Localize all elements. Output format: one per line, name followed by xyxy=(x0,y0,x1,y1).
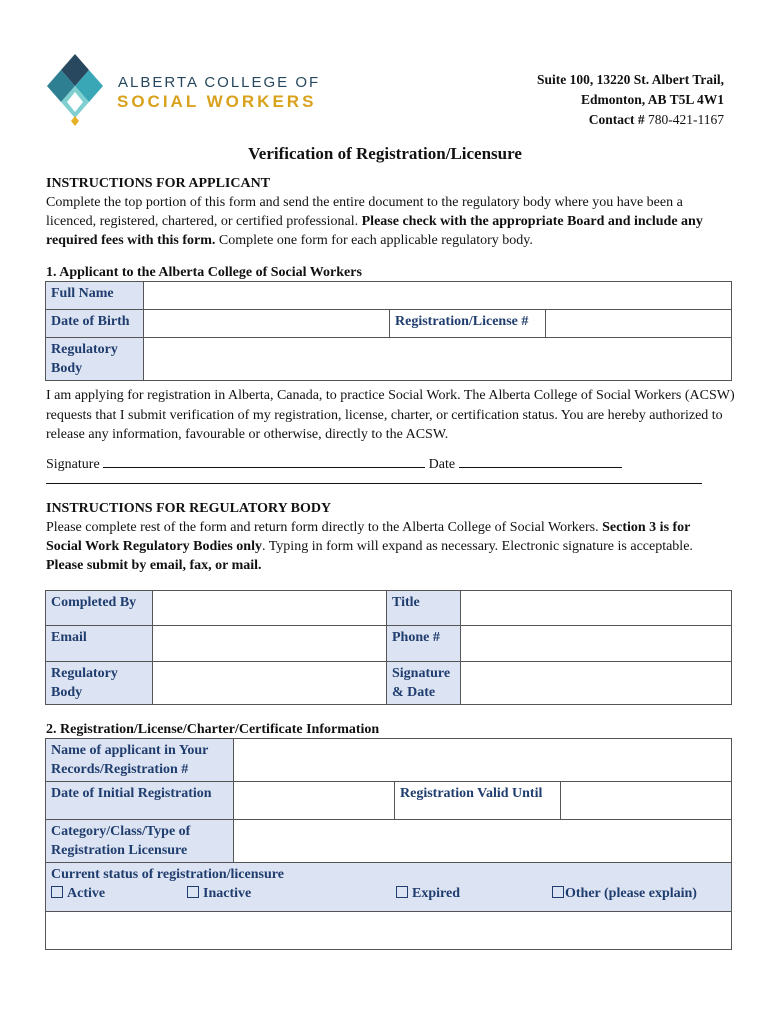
active-checkbox[interactable] xyxy=(51,886,63,898)
applicant-name-label xyxy=(46,739,234,782)
applicant-name-field[interactable] xyxy=(234,739,732,782)
regulatory-instructions-heading: INSTRUCTIONS FOR REGULATORY BODY xyxy=(46,501,332,516)
sig-date-label xyxy=(387,662,461,705)
section2-heading: 2. Registration/License/Charter/Certificate Information xyxy=(46,722,380,737)
reg-instr-text2: . Typing in form will expand as necessary. Electronic signature is acceptable. xyxy=(261,539,693,554)
other-checkbox[interactable] xyxy=(552,886,564,898)
sig-date-label-1: Signature xyxy=(392,666,451,681)
completion-table xyxy=(45,590,732,705)
status-row xyxy=(46,863,732,912)
signature-label: Signature xyxy=(46,457,100,472)
applicant-instructions-text xyxy=(46,193,726,250)
reg-license-label: Registration/License # xyxy=(390,310,546,338)
completion-reg-body-label xyxy=(46,662,153,705)
signature-line[interactable] xyxy=(103,454,425,468)
completion-reg-body-1: Regulatory xyxy=(51,666,118,681)
contact-label: Contact # xyxy=(588,112,645,127)
registration-info-table xyxy=(45,738,732,950)
status-active[interactable] xyxy=(51,884,105,903)
applicant-instr-bold: Please check with the appropriate Board and include any required fees with this form. xyxy=(46,214,703,248)
dob-field[interactable] xyxy=(144,310,390,338)
category-label xyxy=(46,820,234,863)
page-title: Verification of Registration/Licensure xyxy=(248,144,522,163)
applicant-instructions-heading: INSTRUCTIONS FOR APPLICANT xyxy=(46,176,271,191)
dob-label: Date of Birth xyxy=(46,310,144,338)
applicant-name-label-1: Name of applicant in Your xyxy=(51,743,209,758)
reg-instr-text1: Please complete rest of the form and return form directly to the Alberta College of Social Workers. xyxy=(46,520,599,535)
reg-instr-bold1: Section 3 is for Social Work Regulatory Bodies only xyxy=(46,520,691,554)
completion-reg-body-field[interactable] xyxy=(153,662,387,705)
reg-body-label-2: Body xyxy=(51,361,83,376)
inactive-label: Inactive xyxy=(203,886,252,901)
date-label: Date xyxy=(428,457,456,472)
applicant-instr-text1: Complete the top portion of this form and send the entire document to the regulatory body where you have been a licenced, registered, chartered, or certified professional. xyxy=(46,195,683,229)
org-name-line1: ALBERTA COLLEGE OF xyxy=(118,74,321,91)
initial-reg-label: Date of Initial Registration xyxy=(46,782,234,820)
expired-label: Expired xyxy=(412,886,460,901)
active-label: Active xyxy=(67,886,106,901)
full-name-label: Full Name xyxy=(46,282,144,310)
sig-date-label-2: & Date xyxy=(392,685,436,700)
completed-by-label: Completed By xyxy=(46,591,153,626)
applicant-name-label-2: Records/Registration # xyxy=(51,762,189,777)
completed-by-field[interactable] xyxy=(153,591,387,626)
address-line1: Suite 100, 13220 St. Albert Trail, xyxy=(536,72,724,87)
applicant-table xyxy=(45,281,732,381)
email-field[interactable] xyxy=(153,626,387,662)
phone-label: Phone # xyxy=(387,626,461,662)
category-field[interactable] xyxy=(234,820,732,863)
applicant-instr-text2: Complete one form for each applicable regulatory body. xyxy=(218,233,533,248)
reg-body-label xyxy=(46,338,144,381)
divider xyxy=(46,483,702,484)
initial-reg-field[interactable] xyxy=(234,782,395,820)
title-label: Title xyxy=(387,591,461,626)
date-line[interactable] xyxy=(459,454,622,468)
contact-phone: 780-421-1167 xyxy=(648,112,724,127)
completion-reg-body-2: Body xyxy=(51,685,83,700)
title-field[interactable] xyxy=(461,591,732,626)
reg-body-label-1: Regulatory xyxy=(51,342,118,357)
address-block xyxy=(537,70,724,130)
reg-instr-bold2: Please submit by email, fax, or mail. xyxy=(46,558,262,573)
consent-text: I am applying for registration in Alberta, Canada, to practice Social Work. The Alberta College of Social Workers (ACSW) requests that I submit verification of my registration, license, charter, or certification status. You are hereby authorized to release any information, favourable or otherwise, directly to the ACSW. xyxy=(46,388,735,442)
status-options xyxy=(51,884,726,904)
signature-row xyxy=(46,454,622,474)
org-name-line2: SOCIAL WORKERS xyxy=(117,92,317,111)
regulatory-instructions-text xyxy=(46,518,726,575)
status-inactive[interactable] xyxy=(187,884,251,903)
status-expired[interactable] xyxy=(396,884,460,903)
full-name-field[interactable] xyxy=(144,282,732,310)
phone-field[interactable] xyxy=(461,626,732,662)
inactive-checkbox[interactable] xyxy=(187,886,199,898)
category-label-2: Registration Licensure xyxy=(51,843,188,858)
status-label: Current status of registration/licensure xyxy=(51,867,284,882)
valid-until-field[interactable] xyxy=(561,782,732,820)
reg-body-field[interactable] xyxy=(144,338,732,381)
contact-line xyxy=(537,110,724,130)
other-explain-field[interactable] xyxy=(46,912,732,950)
address-line2: Edmonton, AB T5L 4W1 xyxy=(580,92,724,107)
email-label: Email xyxy=(46,626,153,662)
status-other[interactable] xyxy=(552,884,697,903)
sig-date-field[interactable] xyxy=(461,662,732,705)
acsw-logo-mark xyxy=(46,52,104,126)
expired-checkbox[interactable] xyxy=(396,886,408,898)
section1-heading: 1. Applicant to the Alberta College of Social Workers xyxy=(46,265,362,280)
valid-until-label: Registration Valid Until xyxy=(395,782,561,820)
reg-license-field[interactable] xyxy=(546,310,732,338)
category-label-1: Category/Class/Type of xyxy=(51,824,191,839)
other-label: Other (please explain) xyxy=(565,886,697,901)
